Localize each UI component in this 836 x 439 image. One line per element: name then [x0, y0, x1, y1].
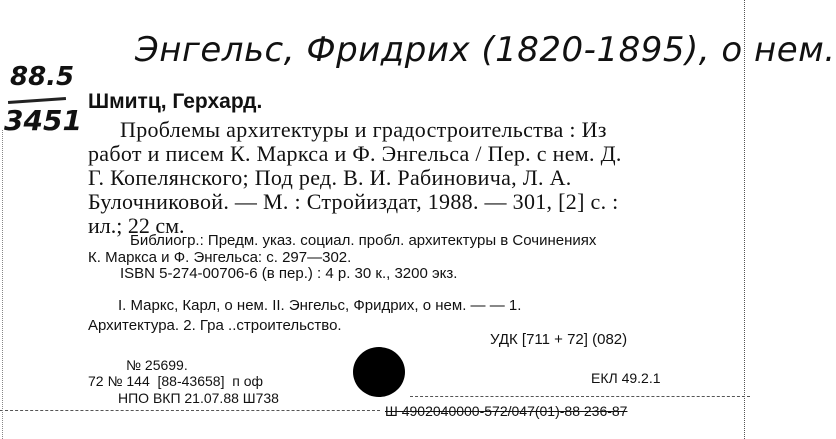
card-border-left	[2, 130, 3, 439]
shelf-mark-top: 88.5	[10, 62, 75, 92]
card-border-bottom	[0, 410, 380, 411]
udk-code: УДК [711 + 72] (082)	[490, 331, 628, 348]
subject-tracing: Архитектура. 2. Гра ..строительство.	[88, 317, 342, 334]
card-border-bottom-right	[410, 396, 750, 397]
description-line: Булочниковой. — М. : Стройиздат, 1988. — 301, [2] с. :	[88, 189, 619, 214]
description-line: Г. Копелянского; Под ред. В. И. Рабиновича, Л. А.	[88, 165, 572, 190]
card-border-right	[744, 0, 745, 439]
punch-hole	[353, 347, 405, 397]
publisher-line: НПО ВКП 21.07.88 Ш738	[118, 390, 279, 406]
author-heading: Шмитц, Герхард.	[88, 90, 263, 113]
subject-tracing: I. Маркс, Карл, о нем. II. Энгельс, Фридрих, о нем. — — 1.	[118, 297, 522, 314]
isbn-note: ISBN 5-274-00706-6 (в пер.) : 4 р. 30 к., 3200 экз.	[120, 265, 458, 282]
barcode-line: Ш 4902040000-572/047(01)-88 236-87	[385, 403, 628, 419]
ekl-code: ЕКЛ 49.2.1	[591, 370, 661, 386]
handwritten-header: Энгельс, Фридрих (1820-1895), о нем.	[135, 30, 836, 70]
bibliography-note: Библиогр.: Предм. указ. социал. пробл. архитектуры в Сочинениях	[130, 232, 597, 249]
shelf-mark-divider	[8, 97, 66, 104]
record-number: № 25699.	[126, 357, 188, 373]
shelf-mark-bottom: 3451	[4, 104, 82, 137]
description-line: Проблемы архитектуры и градостроительства : Из	[120, 117, 607, 142]
description-line: ил.; 22 см.	[88, 213, 185, 238]
description-line: работ и писем К. Маркса и Ф. Энгельса / Пер. с нем. Д.	[88, 141, 622, 166]
order-line: 72 № 144 [88-43658] п оф	[88, 373, 264, 389]
bibliography-note: К. Маркса и Ф. Энгельса: с. 297—302.	[88, 249, 352, 266]
